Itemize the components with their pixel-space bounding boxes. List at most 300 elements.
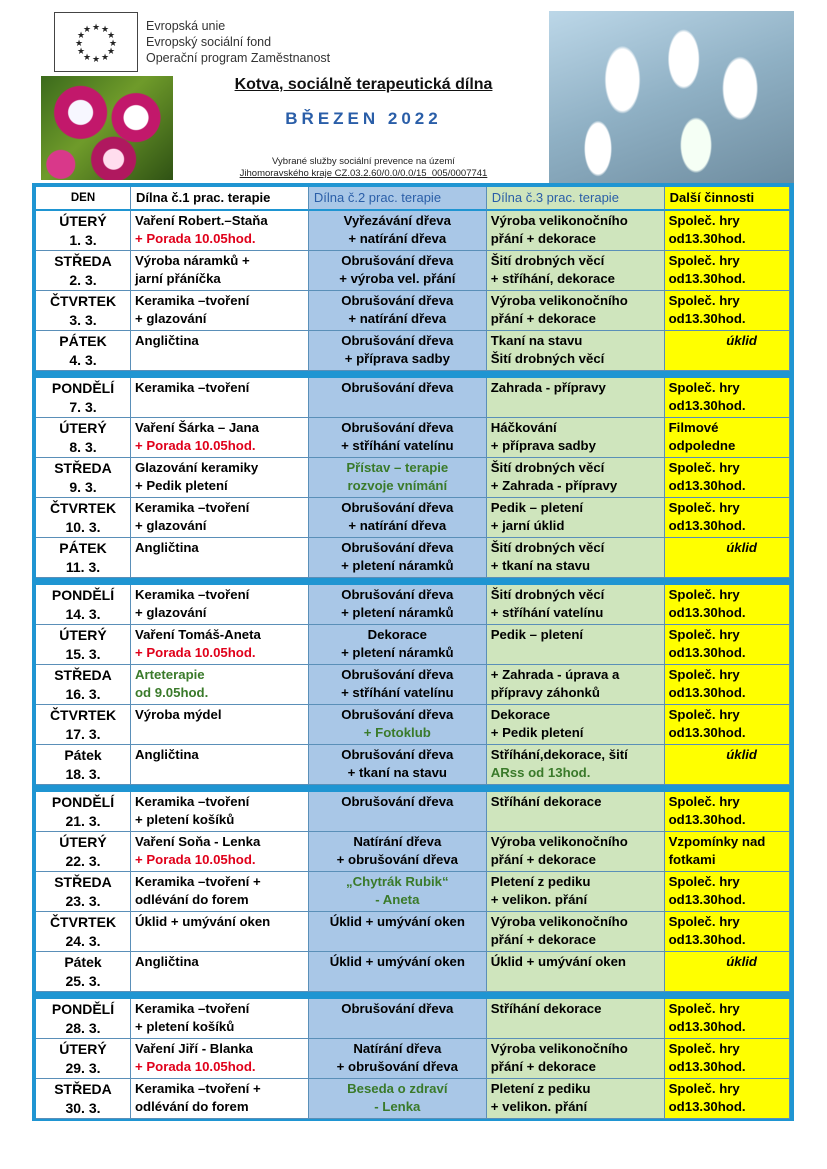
workshop-2-line: + pletení náramků: [341, 604, 454, 620]
day-cell: [36, 211, 131, 251]
day-date: 15. 3.: [65, 645, 101, 662]
other-activity-cell: [665, 538, 790, 578]
workshop-3-line: + stříhání, dekorace: [490, 270, 615, 286]
workshop-2-cell: [309, 952, 487, 992]
other-activity-line: Společ. hry: [668, 667, 740, 682]
day-date: 11. 3.: [65, 558, 101, 575]
day-cell: [36, 378, 131, 418]
workshop-3-line: + velikon. přání: [490, 891, 588, 907]
other-activity-cell: [665, 705, 790, 745]
other-activity-line: od13.30hod.: [668, 1018, 746, 1034]
schedule-row: [36, 832, 790, 872]
day-name: ČTVRTEK: [49, 293, 117, 309]
schedule-row: [36, 331, 790, 371]
workshop-3-line: Pedik – pletení: [490, 627, 584, 642]
workshop-3-line: Stříhání dekorace: [490, 1001, 602, 1016]
other-activity-cell: [665, 745, 790, 785]
workshop-1-line: Keramika –tvoření: [135, 500, 250, 515]
workshop-3-cell: [487, 705, 665, 745]
workshop-3-line: Pletení z pediku: [490, 874, 591, 889]
schedule-row: [36, 665, 790, 705]
workshop-1-line: Keramika –tvoření: [135, 293, 250, 308]
workshop-2-line: Natírání dřeva: [353, 1041, 442, 1056]
schedule-row: [36, 498, 790, 538]
other-activity-cell: [665, 912, 790, 952]
workshop-2-line: + obrušování dřeva: [336, 1058, 458, 1074]
schedule-row: [36, 418, 790, 458]
workshop-2-line: Obrušování dřeva: [341, 707, 454, 722]
svg-text:★: ★: [100, 25, 110, 35]
day-cell: [36, 251, 131, 291]
workshop-3-line: + jarní úklid: [490, 517, 565, 533]
day-name: STŘEDA: [54, 667, 112, 683]
other-activity-line: Společ. hry: [668, 587, 740, 602]
workshop-1-cell: [131, 665, 309, 705]
other-activity-line: Společ. hry: [668, 1041, 740, 1056]
workshop-2-line: Obrušování dřeva: [341, 500, 454, 515]
other-activity-line: Společ. hry: [668, 707, 740, 722]
workshop-1-line: + glazování: [135, 604, 207, 620]
other-activity-line: od13.30hod.: [668, 517, 746, 533]
other-activity-cell: [665, 1079, 790, 1119]
workshop-2-cell: [309, 378, 487, 418]
workshop-1-line: Angličtina: [135, 333, 199, 348]
day-name: Pátek: [64, 954, 102, 970]
day-date: 30. 3.: [65, 1099, 101, 1116]
workshop-1-cell: [131, 251, 309, 291]
workshop-1-line: Keramika –tvoření: [135, 1001, 250, 1016]
workshop-3-line: přání + dekorace: [490, 931, 596, 947]
workshop-2-line: + Fotoklub: [363, 724, 431, 740]
day-date: 2. 3.: [69, 271, 97, 288]
other-activity-line: Společ. hry: [668, 627, 740, 642]
workshop-1-line: + glazování: [135, 310, 207, 326]
day-cell: [36, 331, 131, 371]
workshop-1-cell: [131, 745, 309, 785]
workshop-2-line: + pletení náramků: [341, 644, 454, 660]
other-activity-line: od13.30hod.: [668, 724, 746, 740]
day-cell: [36, 418, 131, 458]
other-activity-line: fotkami: [668, 851, 716, 867]
schedule-row: [36, 705, 790, 745]
workshop-2-line: Obrušování dřeva: [341, 540, 454, 555]
day-date: 23. 3.: [65, 892, 101, 909]
workshop-2-line: Obrušování dřeva: [341, 380, 454, 395]
workshop-3-line: + velikon. přání: [490, 1098, 588, 1114]
other-activity-line: od13.30hod.: [668, 644, 746, 660]
workshop-1-line: + Porada 10.05hod.: [135, 437, 256, 453]
workshop-2-cell: [309, 291, 487, 331]
day-cell: [36, 458, 131, 498]
day-cell: [36, 912, 131, 952]
week-separator: [36, 371, 790, 378]
workshop-3-line: + stříhání vatelínu: [490, 604, 604, 620]
schedule-table: [36, 187, 790, 1119]
other-activity-line: od13.30hod.: [668, 811, 746, 827]
workshop-1-line: + pletení košíků: [135, 1018, 235, 1034]
schedule-row: [36, 872, 790, 912]
column-header: Dílna č.2 prac. terapie: [309, 187, 487, 211]
workshop-2-cell: [309, 872, 487, 912]
workshop-1-cell: [131, 872, 309, 912]
other-activity-cell: [665, 832, 790, 872]
day-date: 21. 3.: [65, 812, 101, 829]
page-title: Kotva, sociálně terapeutická dílna: [234, 76, 493, 93]
workshop-3-cell: [487, 458, 665, 498]
schedule-row: [36, 251, 790, 291]
workshop-3-cell: [487, 792, 665, 832]
workshop-2-cell: [309, 665, 487, 705]
other-activity-line: Společ. hry: [668, 1081, 740, 1096]
other-activity-cell: [665, 211, 790, 251]
workshop-1-cell: [131, 792, 309, 832]
day-cell: [36, 792, 131, 832]
eu-flag-icon: [54, 12, 138, 72]
eu-line-1: Evropská unie: [146, 19, 226, 33]
workshop-3-line: Šití drobných věcí: [490, 587, 605, 602]
other-activity-cell: [665, 1039, 790, 1079]
other-activity-line: Společ. hry: [668, 380, 740, 395]
other-activity-cell: [665, 378, 790, 418]
workshop-1-cell: [131, 625, 309, 665]
other-activity-cell: [665, 665, 790, 705]
workshop-2-cell: [309, 585, 487, 625]
workshop-2-line: + stříhání vatelínu: [341, 437, 454, 453]
week-separator-cell: [36, 578, 790, 585]
workshop-1-line: Keramika –tvoření +: [135, 1081, 261, 1096]
workshop-3-line: Tkaní na stavu: [490, 333, 583, 348]
workshop-1-cell: [131, 912, 309, 952]
workshop-2-line: Obrušování dřeva: [341, 587, 454, 602]
workshop-3-cell: [487, 418, 665, 458]
workshop-2-line: Obrušování dřeva: [341, 747, 454, 762]
day-cell: [36, 498, 131, 538]
workshop-1-line: Keramika –tvoření: [135, 380, 250, 395]
other-activity-cell: [665, 458, 790, 498]
svg-text:★: ★: [76, 31, 86, 41]
workshop-2-line: Obrušování dřeva: [341, 667, 454, 682]
eu-line-2: Evropský sociální fond: [146, 35, 272, 49]
schedule-row: [36, 1039, 790, 1079]
workshop-3-line: + tkaní na stavu: [490, 557, 591, 573]
workshop-1-line: + Pedik pletení: [135, 477, 228, 493]
week-separator: [36, 785, 790, 792]
workshop-2-line: rozvoje vnímání: [347, 477, 448, 493]
workshop-1-cell: [131, 1079, 309, 1119]
workshop-1-line: + Porada 10.05hod.: [135, 644, 256, 660]
other-activity-cell: [665, 498, 790, 538]
workshop-3-cell: [487, 378, 665, 418]
other-activity-cell: [665, 999, 790, 1039]
subtitle-line-2: Jihomoravského kraje CZ.03.2.60/0.0/0.0/15_005/0007741: [239, 168, 488, 179]
eu-logo-block: [54, 12, 344, 74]
day-cell: [36, 625, 131, 665]
day-date: 29. 3.: [65, 1059, 101, 1076]
workshop-2-line: Obrušování dřeva: [341, 253, 454, 268]
workshop-3-line: Šití drobných věcí: [490, 540, 605, 555]
day-cell: [36, 1079, 131, 1119]
other-activity-cell: [665, 872, 790, 912]
day-date: 4. 3.: [69, 351, 97, 368]
day-name: STŘEDA: [54, 874, 112, 890]
day-date: 3. 3.: [69, 311, 97, 328]
workshop-1-cell: [131, 498, 309, 538]
day-name: ÚTERÝ: [59, 1041, 107, 1057]
day-name: STŘEDA: [54, 460, 112, 476]
other-activity-line: od13.30hod.: [668, 270, 746, 286]
svg-text:★: ★: [100, 53, 110, 63]
workshop-2-cell: [309, 458, 487, 498]
workshop-1-cell: [131, 1039, 309, 1079]
day-cell: [36, 585, 131, 625]
week-separator-cell: [36, 992, 790, 999]
workshop-3-line: Šití drobných věcí: [490, 350, 605, 366]
schedule-row: [36, 912, 790, 952]
day-cell: [36, 705, 131, 745]
workshop-3-line: Šití drobných věcí: [490, 253, 605, 268]
column-header: DEN: [36, 187, 131, 211]
workshop-3-line: Výroba velikonočního: [490, 834, 628, 849]
week-separator-cell: [36, 785, 790, 792]
day-name: ÚTERÝ: [59, 420, 107, 436]
workshop-3-cell: [487, 832, 665, 872]
day-name: ČTVRTEK: [49, 500, 117, 516]
workshop-1-cell: [131, 211, 309, 251]
other-activity-line: Společ. hry: [668, 500, 740, 515]
workshop-2-line: „Chytrák Rubik“: [346, 874, 449, 889]
workshop-3-line: Výroba velikonočního: [490, 1041, 628, 1056]
workshop-1-line: jarní přáníčka: [135, 270, 221, 286]
workshop-2-line: Obrušování dřeva: [341, 794, 454, 809]
day-date: 24. 3.: [65, 932, 101, 949]
workshop-2-line: Obrušování dřeva: [341, 333, 454, 348]
workshop-3-line: + Zahrada - přípravy: [490, 477, 618, 493]
workshop-1-line: Vaření Robert.–Staňa: [135, 213, 268, 228]
workshop-1-cell: [131, 585, 309, 625]
workshop-3-line: Pletení z pediku: [490, 1081, 591, 1096]
day-name: PONDĚLÍ: [51, 587, 115, 603]
workshop-3-line: přání + dekorace: [490, 310, 596, 326]
workshop-1-line: Vaření Jiří - Blanka: [135, 1041, 254, 1056]
workshop-1-line: odlévání do forem: [135, 891, 249, 907]
workshop-1-cell: [131, 291, 309, 331]
workshop-1-line: Úklid + umývání oken: [135, 914, 271, 929]
schedule-row: [36, 291, 790, 331]
other-activity-line: úklid: [726, 954, 757, 969]
svg-text:★: ★: [91, 23, 101, 33]
day-date: 1. 3.: [69, 231, 97, 248]
day-date: 17. 3.: [65, 725, 101, 742]
workshop-2-line: Dekorace: [367, 627, 427, 642]
workshop-2-line: + natírání dřeva: [348, 310, 447, 326]
workshop-1-cell: [131, 458, 309, 498]
workshop-1-line: + Porada 10.05hod.: [135, 851, 256, 867]
other-activity-line: Společ. hry: [668, 914, 740, 929]
day-cell: [36, 538, 131, 578]
week-separator: [36, 578, 790, 585]
column-header: Další činnosti: [665, 187, 790, 211]
day-date: 7. 3.: [69, 398, 97, 415]
workshop-3-cell: [487, 999, 665, 1039]
day-name: ÚTERÝ: [59, 834, 107, 850]
schedule-row: [36, 538, 790, 578]
schedule-row: [36, 999, 790, 1039]
schedule-row: [36, 585, 790, 625]
workshop-1-line: Keramika –tvoření: [135, 587, 250, 602]
workshop-3-line: Výroba velikonočního: [490, 213, 628, 228]
workshop-1-line: + glazování: [135, 517, 207, 533]
workshop-3-line: přání + dekorace: [490, 230, 596, 246]
other-activity-cell: [665, 792, 790, 832]
workshop-3-line: Zahrada - přípravy: [490, 380, 606, 395]
workshop-3-cell: [487, 745, 665, 785]
day-name: ČTVRTEK: [49, 707, 117, 723]
workshop-2-line: + natírání dřeva: [348, 517, 447, 533]
workshop-2-line: Úklid + umývání oken: [329, 914, 465, 929]
workshop-3-line: + Zahrada - úprava a: [490, 667, 620, 682]
schedule-row: [36, 211, 790, 251]
workshop-2-line: - Aneta: [375, 891, 420, 907]
workshop-2-cell: [309, 792, 487, 832]
week-separator: [36, 992, 790, 999]
workshop-1-line: + Porada 10.05hod.: [135, 230, 256, 246]
day-name: PONDĚLÍ: [51, 794, 115, 810]
svg-text:★: ★: [82, 53, 92, 63]
svg-text:★: ★: [106, 47, 116, 57]
other-activity-line: úklid: [726, 540, 757, 555]
workshop-2-line: + tkaní na stavu: [347, 764, 447, 780]
workshop-2-line: Beseda o zdraví: [347, 1081, 448, 1096]
workshop-3-cell: [487, 625, 665, 665]
workshop-1-cell: [131, 705, 309, 745]
day-date: 22. 3.: [65, 852, 101, 869]
workshop-2-cell: [309, 498, 487, 538]
day-cell: [36, 665, 131, 705]
workshop-3-cell: [487, 331, 665, 371]
svg-text:★: ★: [106, 31, 116, 41]
other-activity-line: Společ. hry: [668, 1001, 740, 1016]
other-activity-cell: [665, 952, 790, 992]
workshop-1-line: + pletení košíků: [135, 811, 235, 827]
workshop-1-line: Vaření Soňa - Lenka: [135, 834, 261, 849]
workshop-1-line: Vaření Tomáš-Aneta: [135, 627, 261, 642]
workshop-3-cell: [487, 1039, 665, 1079]
workshop-3-cell: [487, 585, 665, 625]
other-activity-line: od13.30hod.: [668, 684, 746, 700]
workshop-2-cell: [309, 705, 487, 745]
workshop-2-cell: [309, 1079, 487, 1119]
other-activity-line: Společ. hry: [668, 213, 740, 228]
svg-text:★: ★: [82, 25, 92, 35]
day-name: PÁTEK: [59, 540, 107, 556]
workshop-3-cell: [487, 251, 665, 291]
schedule-row: [36, 1079, 790, 1119]
other-activity-line: od13.30hod.: [668, 477, 746, 493]
schedule-row: [36, 792, 790, 832]
workshop-2-cell: [309, 912, 487, 952]
month-title: BŘEZEN 2022: [285, 109, 442, 128]
workshop-1-line: Výroba náramků +: [135, 253, 250, 268]
eu-line-3: Operační program Zaměstnanost: [146, 51, 331, 65]
workshop-1-cell: [131, 832, 309, 872]
day-cell: [36, 952, 131, 992]
workshop-2-line: + natírání dřeva: [348, 230, 447, 246]
other-activity-line: úklid: [726, 333, 757, 348]
workshop-3-cell: [487, 538, 665, 578]
other-activity-cell: [665, 585, 790, 625]
column-header: Dílna č.3 prac. terapie: [487, 187, 665, 211]
workshop-2-line: + obrušování dřeva: [336, 851, 458, 867]
day-date: 28. 3.: [65, 1019, 101, 1036]
workshop-3-line: Stříhání,dekorace, šití: [490, 747, 628, 762]
day-name: PÁTEK: [59, 333, 107, 349]
workshop-1-line: Angličtina: [135, 747, 199, 762]
workshop-2-cell: [309, 745, 487, 785]
workshop-2-cell: [309, 211, 487, 251]
day-name: PONDĚLÍ: [51, 380, 115, 396]
schedule-row: [36, 625, 790, 665]
column-header: Dílna č.1 prac. terapie: [131, 187, 309, 211]
svg-text:★: ★: [74, 39, 84, 49]
schedule-row: [36, 952, 790, 992]
other-activity-line: od13.30hod.: [668, 891, 746, 907]
workshop-3-cell: [487, 291, 665, 331]
day-cell: [36, 291, 131, 331]
other-activity-line: od13.30hod.: [668, 1098, 746, 1114]
workshop-1-cell: [131, 331, 309, 371]
other-activity-line: Společ. hry: [668, 874, 740, 889]
workshop-1-line: Glazování keramiky: [135, 460, 259, 475]
workshop-2-line: Přístav – terapie: [346, 460, 449, 475]
other-activity-line: od13.30hod.: [668, 397, 746, 413]
workshop-1-line: Arteterapie: [135, 667, 205, 682]
week-separator-cell: [36, 371, 790, 378]
day-cell: [36, 832, 131, 872]
workshop-3-line: Výroba velikonočního: [490, 914, 628, 929]
other-activity-line: Filmové: [668, 420, 719, 435]
workshop-1-cell: [131, 378, 309, 418]
workshop-1-line: Výroba mýdel: [135, 707, 222, 722]
workshop-2-line: + pletení náramků: [341, 557, 454, 573]
workshop-2-cell: [309, 251, 487, 291]
workshop-3-cell: [487, 872, 665, 912]
other-activity-line: od13.30hod.: [668, 931, 746, 947]
day-name: PONDĚLÍ: [51, 1001, 115, 1017]
workshop-3-line: Výroba velikonočního: [490, 293, 628, 308]
workshop-3-cell: [487, 1079, 665, 1119]
workshop-2-line: Natírání dřeva: [353, 834, 442, 849]
project-subtitle: [0, 156, 777, 180]
workshop-2-cell: [309, 1039, 487, 1079]
workshop-3-cell: [487, 952, 665, 992]
workshop-3-line: Šití drobných věcí: [490, 460, 605, 475]
table-header-row: [36, 187, 790, 211]
subtitle-line-1: Vybrané služby sociální prevence na území: [272, 156, 455, 167]
workshop-1-cell: [131, 999, 309, 1039]
other-activity-cell: [665, 291, 790, 331]
workshop-2-cell: [309, 418, 487, 458]
other-activity-line: úklid: [726, 747, 757, 762]
day-name: ČTVRTEK: [49, 914, 117, 930]
workshop-3-line: přání + dekorace: [490, 851, 596, 867]
workshop-2-line: Vyřezávání dřeva: [343, 213, 451, 228]
workshop-2-line: Úklid + umývání oken: [329, 954, 465, 969]
workshop-3-line: + příprava sadby: [490, 437, 596, 453]
workshop-2-line: Obrušování dřeva: [341, 1001, 454, 1016]
workshop-1-line: od 9.05hod.: [135, 684, 209, 700]
workshop-2-cell: [309, 832, 487, 872]
workshop-3-cell: [487, 912, 665, 952]
